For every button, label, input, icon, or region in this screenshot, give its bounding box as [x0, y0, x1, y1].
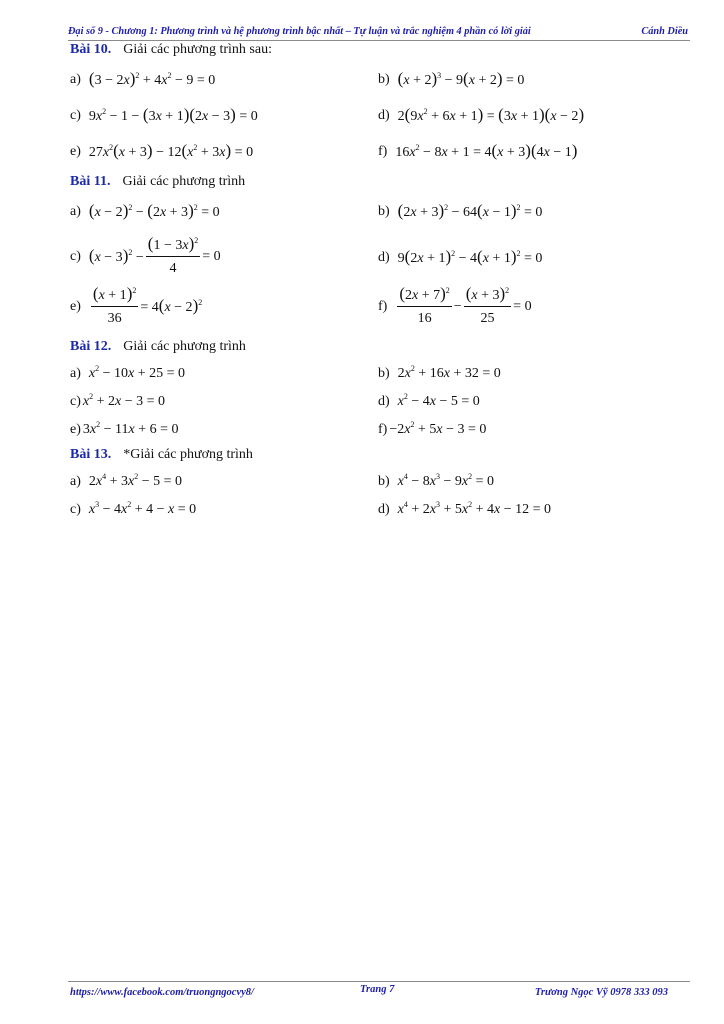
- equation: f) $\frac{(2x + 7)^2}{16}$ − $\frac{(x + 3)^2}{25}$ = 0: [378, 284, 532, 326]
- exercise-instruction: Giải các phương trình: [122, 174, 246, 189]
- exercise-instruction: Giải các phương trình: [123, 339, 246, 354]
- equation: d) $9(2x + 1)^2 - 4(x + 1)^2 = 0$: [378, 247, 543, 266]
- footer-author: Trương Ngọc Vỹ 0978 333 093: [534, 987, 668, 998]
- exercise-12-heading: [70, 338, 246, 356]
- exercise-label: Bài 13.: [70, 447, 112, 462]
- exercise-instruction: *Giải các phương trình: [123, 447, 253, 462]
- equation: b) $2x^2 + 16x + 32 = 0$: [378, 364, 501, 381]
- exercise-label: Bài 12.: [70, 339, 112, 354]
- equation: e) $27x^2(x + 3) - 12(x^2 + 3x) = 0$: [70, 141, 254, 160]
- equation: b) $x^4 - 8x^3 - 9x^2 = 0$: [378, 472, 495, 489]
- equation: a) $(x - 2)^2 - (2x + 3)^2 = 0$: [70, 201, 220, 220]
- page-footer: [68, 981, 690, 1002]
- equation: e) $\frac{(x + 1)^2}{36}$ = $4(x - 2)^2$: [70, 284, 203, 326]
- exercise-11-heading: [70, 173, 245, 191]
- exercise-instruction: Giải các phương trình sau:: [123, 42, 272, 57]
- page-header: [68, 24, 690, 41]
- equation: d) $2(9x^2 + 6x + 1) = (3x + 1)(x - 2)$: [378, 105, 585, 124]
- page-number: Trang 7: [360, 984, 395, 995]
- equation: c) $x^2 + 2x - 3 = 0$: [70, 392, 166, 409]
- equation: c) $9x^2 - 1 - (3x + 1)(2x - 3) = 0$: [70, 105, 258, 124]
- equation: d) $x^4 + 2x^3 + 5x^2 + 4x - 12 = 0$: [378, 500, 552, 517]
- equation: c) $(x - 3)^2$ − $\frac{(1 - 3x)^2}{4}$ = 0: [70, 234, 221, 276]
- exercise-label: Bài 11.: [70, 174, 111, 189]
- header-title: Đại số 9 - Chương 1: Phương trình và hệ phương trình bậc nhất – Tự luận và trắc nghiệm 4 phần có lời giải: [68, 26, 531, 37]
- equation: a) $(3 - 2x)^2 + 4x^2 - 9 = 0$: [70, 69, 216, 88]
- equation: c) $x^3 - 4x^2 + 4 - x = 0$: [70, 500, 197, 517]
- exercise-10-heading: [70, 41, 272, 59]
- equation: e) $3x^2 - 11x + 6 = 0$: [70, 420, 179, 437]
- header-book: Cánh Diều: [641, 26, 688, 37]
- exercise-label: Bài 10.: [70, 42, 112, 57]
- equation: a) $2x^4 + 3x^2 - 5 = 0$: [70, 472, 183, 489]
- equation: a) $x^2 - 10x + 25 = 0$: [70, 364, 186, 381]
- exercise-13-heading: [70, 446, 253, 464]
- footer-link[interactable]: https://www.facebook.com/truongngocvy8/: [70, 987, 254, 998]
- equation: d) $x^2 - 4x - 5 = 0$: [378, 392, 480, 409]
- equation: f) $16x^2 - 8x + 1 = 4(x + 3)(4x - 1)$: [378, 141, 578, 160]
- equation: f) $-2x^2 + 5x - 3 = 0$: [378, 420, 487, 437]
- equation: b) $(2x + 3)^2 - 64(x - 1)^2 = 0$: [378, 201, 543, 220]
- equation: b) $(x + 2)^3 - 9(x + 2) = 0$: [378, 69, 525, 88]
